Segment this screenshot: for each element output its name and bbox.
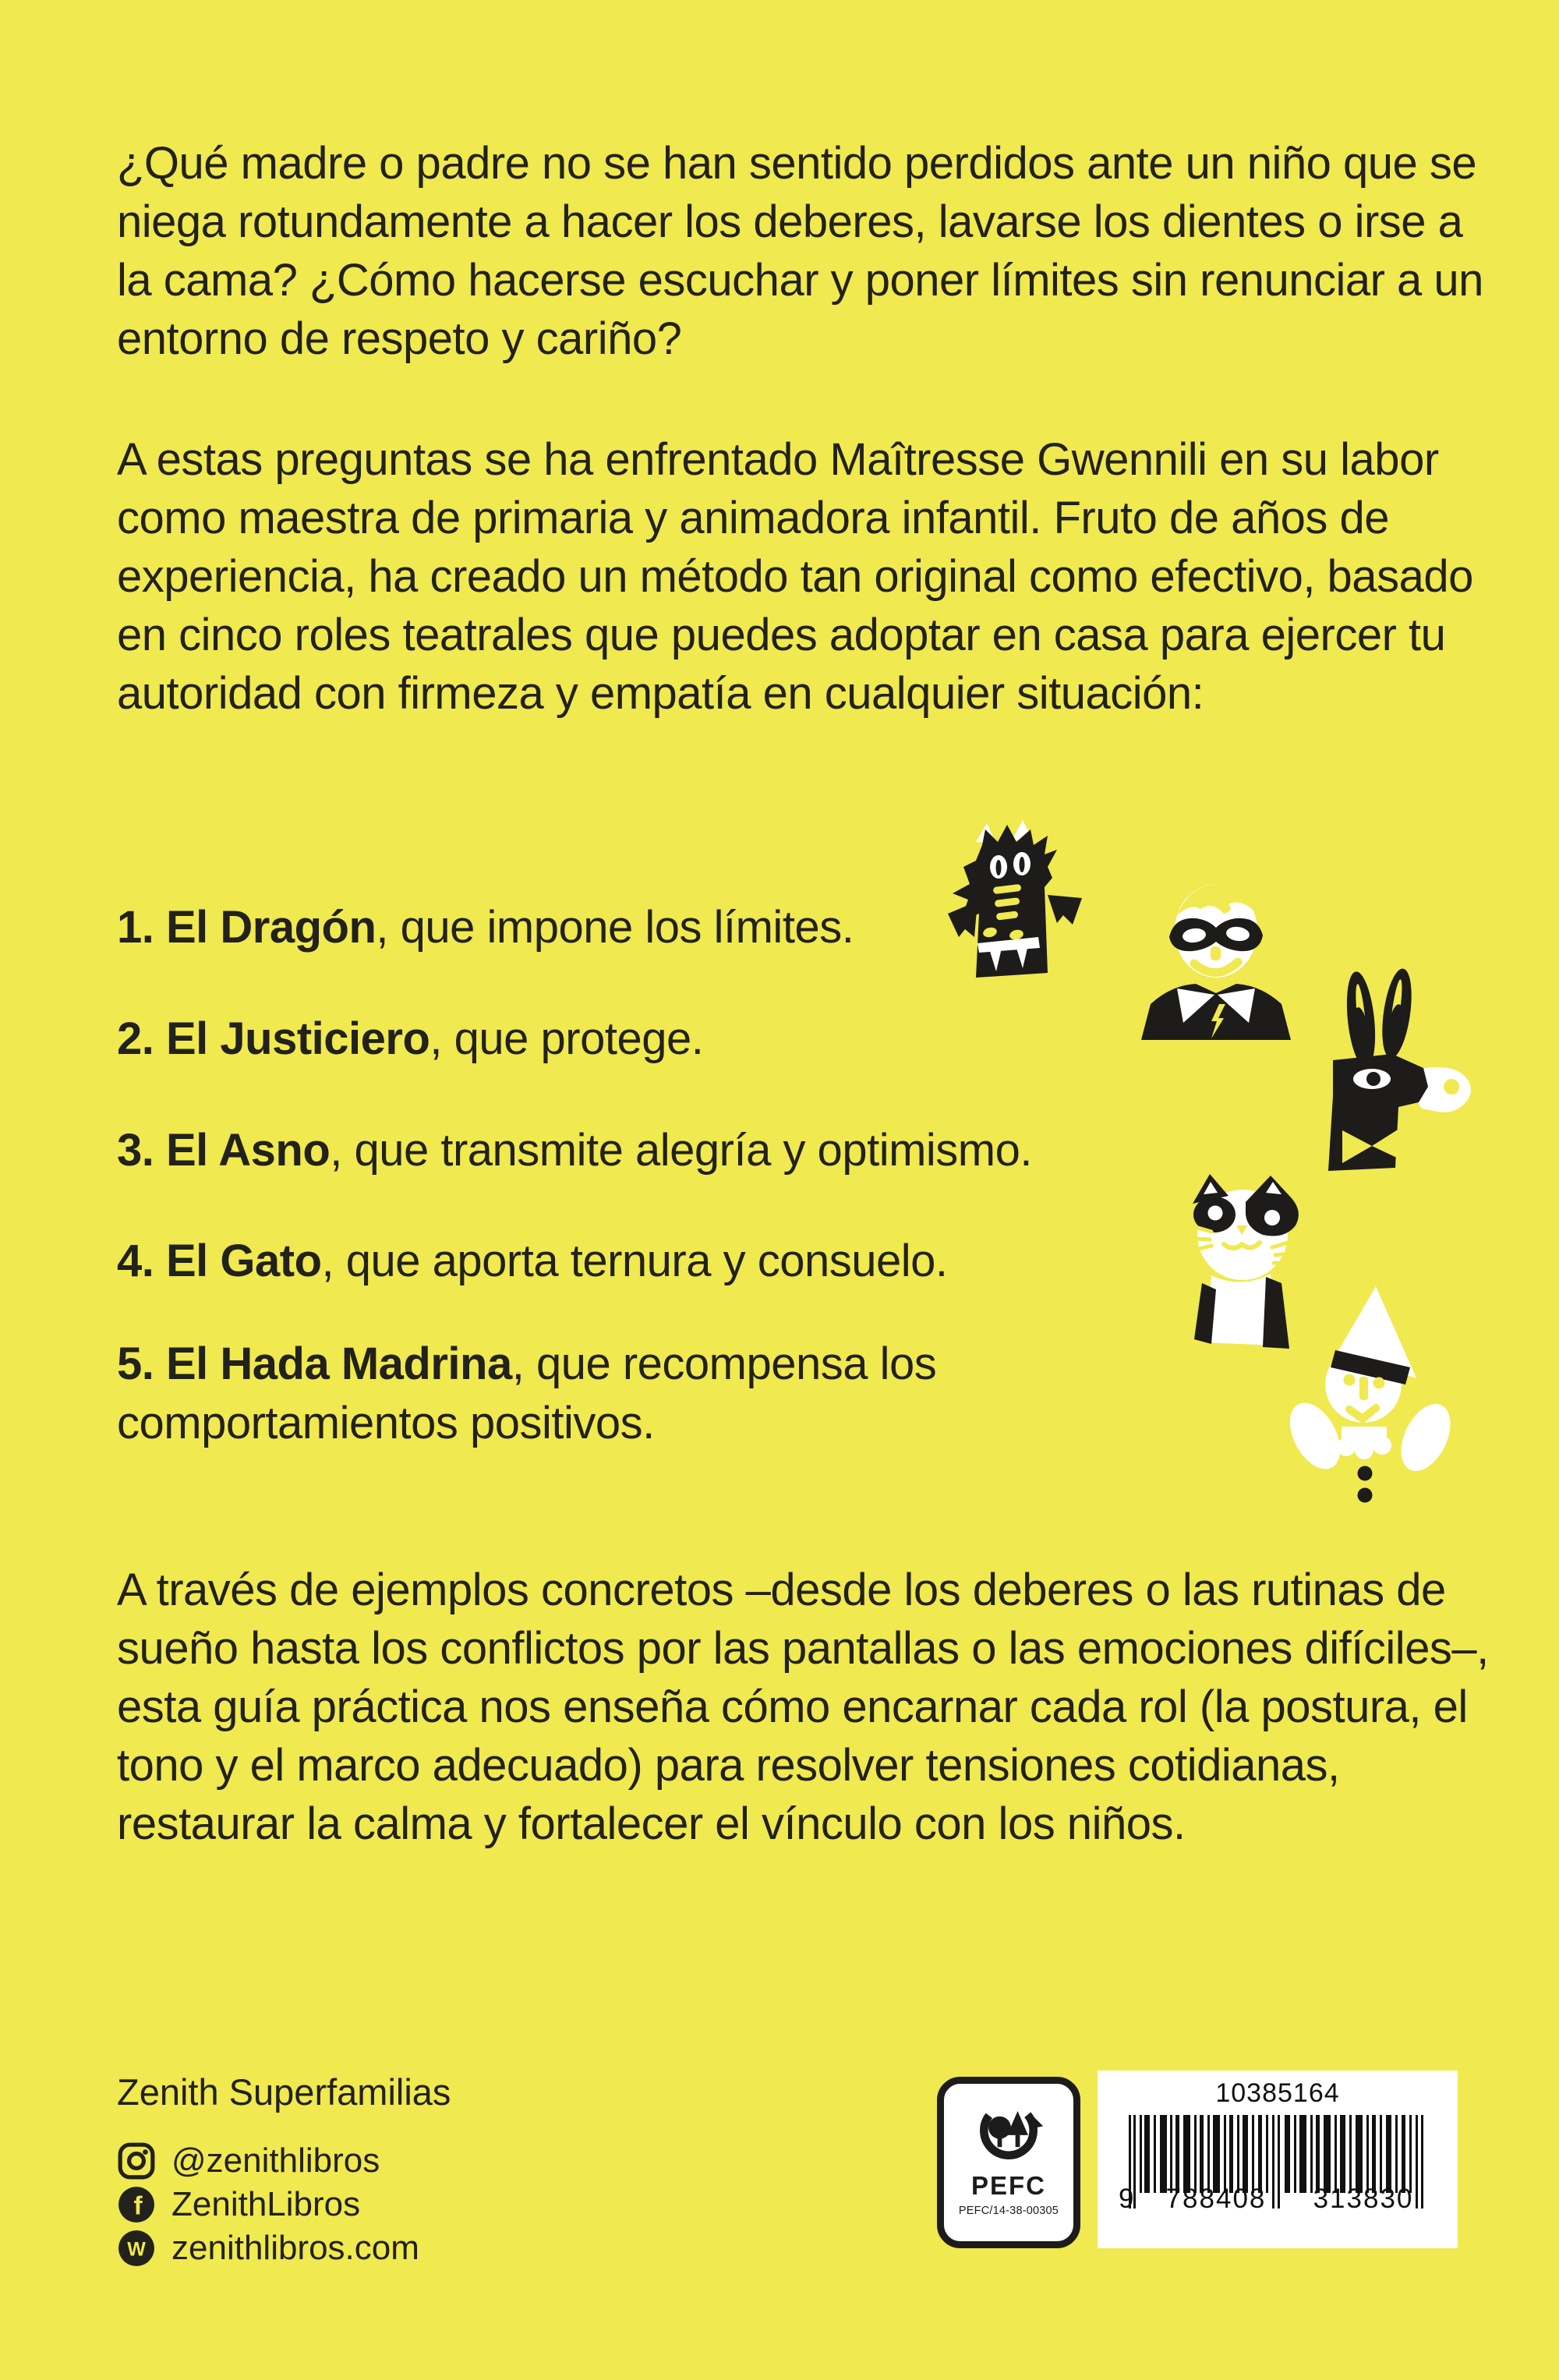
role-name: 2. El Justiciero <box>117 1013 430 1064</box>
social-handle: ZenithLibros <box>171 2185 361 2223</box>
web-icon <box>117 2229 156 2268</box>
social-row-instagram <box>117 2141 380 2181</box>
isbn-digits <box>1119 2184 1437 2215</box>
role-description: , que transmite alegría y optimismo. <box>330 1125 1032 1176</box>
pefc-certificate-code: PEFC/14-38-00305 <box>958 2205 1059 2217</box>
role-description: , que impone los límites. <box>376 902 854 953</box>
pefc-certification-box <box>937 2077 1080 2248</box>
role-item-dragon <box>117 898 1013 957</box>
isbn-first-digit: 9 <box>1119 2184 1136 2214</box>
fairy-godmother-illustration-icon <box>1290 1285 1451 1515</box>
imprint-name: Zenith Superfamilias <box>117 2071 451 2113</box>
pefc-logo-icon <box>971 2095 1046 2170</box>
svg-text:W: W <box>127 2238 146 2261</box>
instagram-icon <box>117 2141 156 2180</box>
role-description: , que recompensa los comportamientos positivos. <box>117 1339 937 1448</box>
role-name: 4. El Gato <box>117 1236 322 1286</box>
closing-paragraph: A través de ejemplos concretos –desde los deberes o las rutinas de sueño hasta los conflictos por las pantallas o las emociones difíciles–, esta guía práctica nos enseña cómo encarnar cada rol (la postura, el tono y el marco adecuado) para resolver tensiones cotidianas, restaurar la calma y fortalecer el vínculo con los niños. <box>117 1565 1489 1849</box>
role-item-hada-madrina <box>117 1335 1122 1453</box>
vigilante-hero-illustration-icon <box>1138 875 1294 1040</box>
role-item-justiciero <box>117 1010 1013 1069</box>
role-item-asno <box>117 1121 1208 1180</box>
barcode-top-number: 10385164 <box>1215 2078 1340 2108</box>
intro-paragraph-2: A estas preguntas se ha enfrentado Maîtresse Gwennili en su labor como maestra de primaria y animadora infantil. Fruto de años de experiencia, ha creado un método tan original como efectivo, basado en cinco roles teatrales que puedes adoptar en casa para ejercer tu autoridad con firmeza y empatía en cualquier situación: <box>117 434 1473 719</box>
facebook-icon <box>117 2185 156 2224</box>
social-row-web <box>117 2228 419 2269</box>
barcode-box <box>1098 2071 1458 2248</box>
dragon-illustration-icon <box>945 819 1090 985</box>
role-description: , que aporta ternura y consuelo. <box>321 1236 948 1286</box>
social-handle: @zenithlibros <box>171 2141 380 2180</box>
role-description: , que protege. <box>430 1013 704 1064</box>
role-name: 1. El Dragón <box>117 902 376 953</box>
social-handle: zenithlibros.com <box>171 2229 419 2267</box>
pefc-label: PEFC <box>970 2171 1046 2200</box>
role-name: 3. El Asno <box>117 1125 331 1176</box>
donkey-illustration-icon <box>1314 968 1479 1179</box>
social-row-facebook <box>117 2184 360 2225</box>
isbn-group-2: 313830 <box>1313 2184 1414 2214</box>
svg-text:f: f <box>133 2191 143 2221</box>
isbn-group-1: 788408 <box>1165 2184 1267 2214</box>
role-item-gato <box>117 1232 1146 1291</box>
intro-paragraph-1: ¿Qué madre o padre no se han sentido perdidos ante un niño que se niega rotundamente a hacer los deberes, lavarse los dientes o irse a la cama? ¿Cómo hacerse escuchar y poner límites sin renunciar a un entorno de respeto y cariño? <box>117 138 1483 364</box>
role-name: 5. El Hada Madrina <box>117 1339 512 1389</box>
